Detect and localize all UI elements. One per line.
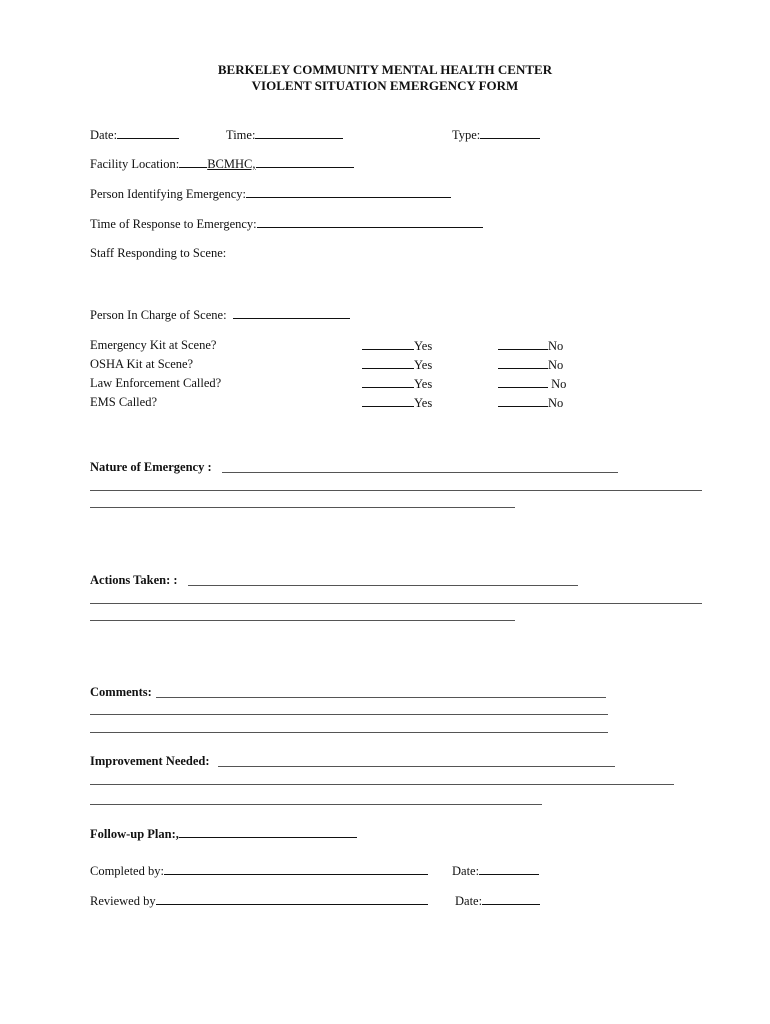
completed-by-label: Completed by: [90, 864, 164, 878]
check-no[interactable]: No [498, 357, 563, 373]
completed-by-field[interactable] [90, 863, 428, 879]
follow-up-plan-label: Follow-up Plan:, [90, 827, 179, 841]
check-yes[interactable]: Yes [362, 376, 432, 392]
staff-responding-label: Staff Responding to Scene: [90, 246, 227, 260]
form-title: VIOLENT SITUATION EMERGENCY FORM [251, 78, 519, 93]
check-question: Emergency Kit at Scene? [90, 338, 217, 352]
improvement-line[interactable] [90, 804, 542, 805]
comments-label: Comments: [90, 685, 152, 699]
follow-up-plan-blank[interactable] [179, 826, 357, 838]
check-question: Law Enforcement Called? [90, 376, 222, 390]
type-blank[interactable] [480, 127, 540, 139]
facility-blank-lead [179, 156, 207, 168]
check-question: OSHA Kit at Scene? [90, 357, 194, 371]
comments-line[interactable] [156, 697, 606, 698]
follow-up-plan-field[interactable] [90, 826, 357, 842]
person-identifying-field[interactable] [90, 186, 451, 202]
person-in-charge-blank[interactable] [233, 307, 350, 319]
type-field[interactable] [452, 127, 540, 143]
nature-line[interactable] [222, 472, 618, 473]
check-question: EMS Called? [90, 395, 158, 409]
date-label: Date: [90, 128, 118, 142]
nature-line[interactable] [90, 490, 702, 491]
type-label: Type: [452, 128, 481, 142]
completed-by-blank[interactable] [164, 863, 428, 875]
person-in-charge-label: Person In Charge of Scene: [90, 308, 227, 322]
reviewed-by-field[interactable] [90, 893, 428, 909]
check-no[interactable]: No [498, 395, 563, 411]
check-no[interactable]: No [498, 376, 566, 392]
actions-taken-label: Actions Taken: : [90, 573, 178, 587]
facility-blank[interactable] [256, 156, 354, 168]
reviewed-date-blank[interactable] [482, 893, 540, 905]
improvement-needed-label: Improvement Needed: [90, 754, 210, 768]
actions-line[interactable] [188, 585, 578, 586]
completed-date-blank[interactable] [479, 863, 539, 875]
time-of-response-field[interactable] [90, 216, 483, 232]
reviewed-by-blank[interactable] [156, 893, 428, 905]
improvement-line[interactable] [90, 784, 674, 785]
person-in-charge-field[interactable] [90, 307, 350, 323]
nature-line[interactable] [90, 507, 515, 508]
facility-location-label: Facility Location: [90, 157, 180, 171]
time-of-response-blank[interactable] [257, 216, 483, 228]
comments-line[interactable] [90, 714, 608, 715]
person-identifying-label: Person Identifying Emergency: [90, 187, 246, 201]
comments-line[interactable] [90, 732, 608, 733]
facility-location-value: BCMHC, [207, 157, 256, 171]
time-field[interactable] [226, 127, 343, 143]
improvement-line[interactable] [218, 766, 615, 767]
date-blank[interactable] [117, 127, 179, 139]
completed-date-label: Date: [452, 864, 480, 878]
reviewed-by-label: Reviewed by [90, 894, 156, 908]
facility-location-field[interactable] [90, 156, 354, 172]
time-label: Time: [226, 128, 256, 142]
nature-of-emergency-label: Nature of Emergency : [90, 460, 212, 474]
actions-line[interactable] [90, 603, 702, 604]
check-yes[interactable]: Yes [362, 395, 432, 411]
time-blank[interactable] [255, 127, 343, 139]
form-org-title: BERKELEY COMMUNITY MENTAL HEALTH CENTER [217, 62, 553, 77]
check-yes[interactable]: Yes [362, 338, 432, 354]
person-identifying-blank[interactable] [246, 186, 451, 198]
reviewed-date-field[interactable] [455, 893, 540, 909]
check-yes[interactable]: Yes [362, 357, 432, 373]
time-of-response-label: Time of Response to Emergency: [90, 217, 257, 231]
completed-date-field[interactable] [452, 863, 539, 879]
actions-line[interactable] [90, 620, 515, 621]
reviewed-date-label: Date: [455, 894, 483, 908]
check-no[interactable]: No [498, 338, 563, 354]
date-field[interactable] [90, 127, 179, 143]
